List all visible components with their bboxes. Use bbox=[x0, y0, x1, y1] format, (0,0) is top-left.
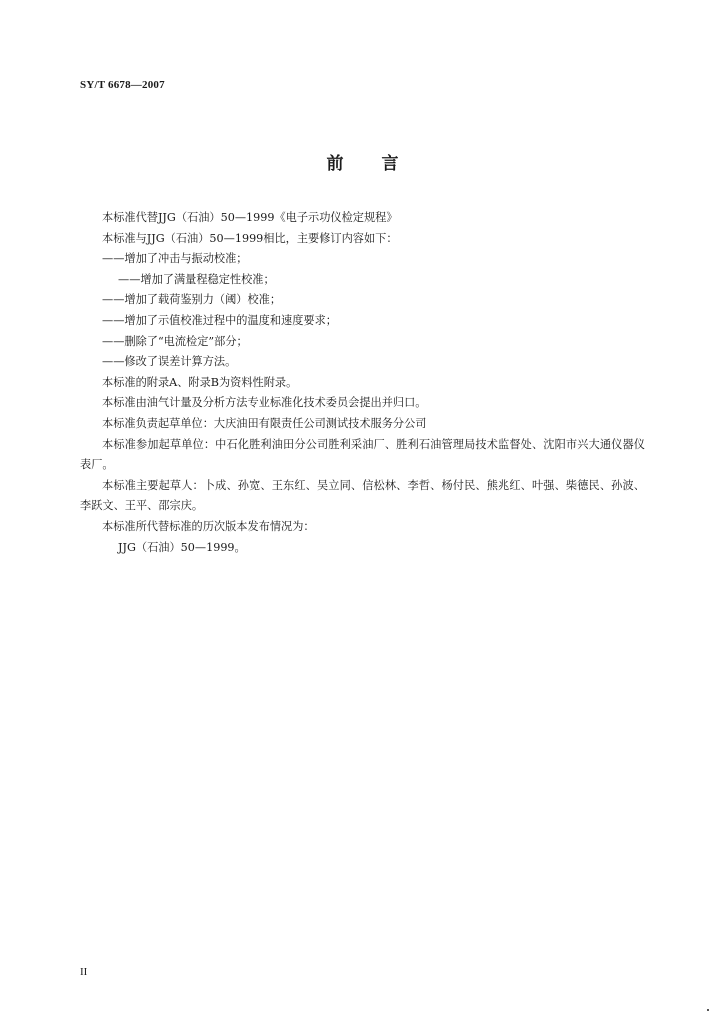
list-item: ——增加了满量程稳定性校准； bbox=[118, 272, 275, 286]
standard-code: SY/T 6678—2007 bbox=[80, 79, 165, 91]
title-char-1: 前 bbox=[326, 154, 344, 174]
paragraph-replaces: 本标准代替JJG（石油）50—1999《电子示功仪检定规程》 bbox=[102, 211, 398, 224]
title-char-2: 言 bbox=[381, 154, 399, 174]
page-number: II bbox=[80, 966, 88, 978]
paragraph-history-item: JJG（石油）50—1999。 bbox=[118, 540, 246, 554]
paragraph-appendix: 本标准的附录A、附录B为资料性附录。 bbox=[102, 375, 298, 389]
scan-speck bbox=[707, 1009, 709, 1011]
list-item: ——增加了载荷鉴别力（阈）校准； bbox=[102, 293, 282, 307]
list-item: ——增加了冲击与振动校准； bbox=[102, 252, 248, 266]
paragraph-drafters: 本标准主要起草人：卜成、孙宽、王东红、吴立同、信松林、李哲、杨付民、熊兆红、叶强、柴德民、孙波、李跃文、王平、邵宗庆。 bbox=[80, 478, 645, 513]
foreword-body bbox=[80, 208, 645, 558]
list-item: ——修改了误差计算方法。 bbox=[102, 355, 237, 369]
page-title bbox=[0, 149, 725, 174]
list-item: ——删除了“电流检定”部分； bbox=[102, 334, 248, 348]
paragraph-changes-intro: 本标准与JJG（石油）50—1999相比，主要修订内容如下： bbox=[102, 231, 398, 245]
paragraph-drafting-unit: 本标准负责起草单位：大庆油田有限责任公司测试技术服务分公司 bbox=[102, 416, 427, 430]
paragraph-history: 本标准所代替标准的历次版本发布情况为： bbox=[102, 519, 315, 533]
paragraph-proposer: 本标准由油气计量及分析方法专业标准化技术委员会提出并归口。 bbox=[102, 396, 427, 410]
list-item: ——增加了示值校准过程中的温度和速度要求； bbox=[102, 313, 337, 327]
paragraph-participating-units: 本标准参加起草单位：中石化胜利油田分公司胜利采油厂、胜利石油管理局技术监督处、沈阳市兴大通仪器仪表厂。 bbox=[80, 437, 645, 472]
